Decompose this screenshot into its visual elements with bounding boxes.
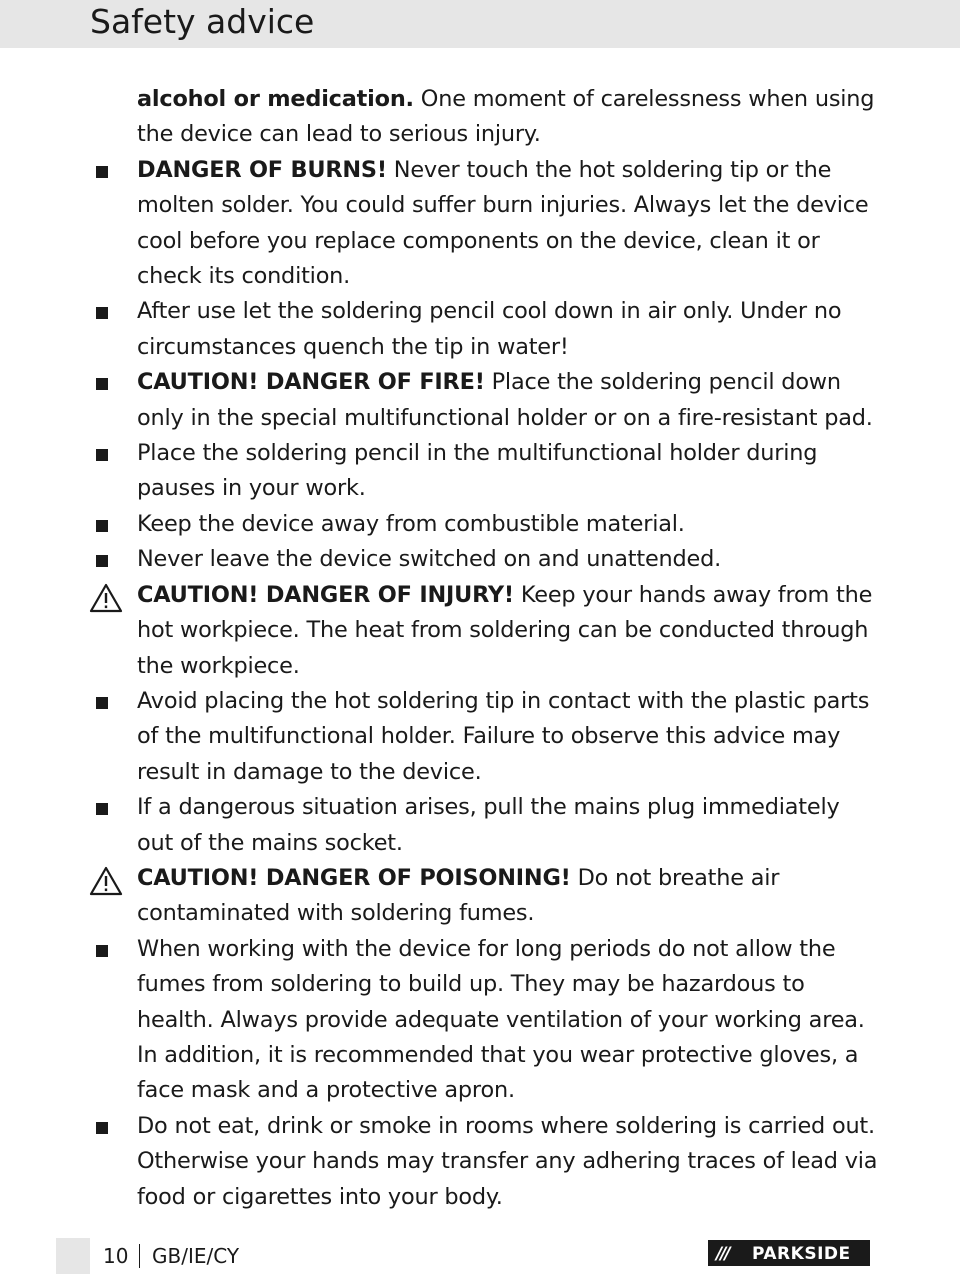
item-text: Do not breathe air contaminated with soldering fumes. (137, 864, 780, 927)
list-item (0, 365, 960, 436)
list-item (0, 153, 960, 295)
item-text: Avoid placing the hot soldering tip in contact with the plastic parts of the multifunctional holder. Failure to observe this advice may result in damage to the device. (137, 687, 870, 785)
bullet-icon (96, 166, 108, 178)
page-title: Safety advice (90, 2, 315, 41)
list-item (0, 1109, 960, 1215)
bullet-icon (96, 307, 108, 319)
footer-divider (139, 1244, 140, 1268)
list-item (0, 294, 960, 365)
item-highlight: CAUTION! DANGER OF FIRE! (137, 369, 485, 396)
item-text: When working with the device for long periods do not allow the fumes from soldering to build up. They may be hazardous to health. Always provide adequate ventilation of your working area. In addition, it is recommended that you wear protective gloves, a face mask and a protective apron. (137, 935, 865, 1104)
list-item (0, 507, 960, 542)
item-highlight: CAUTION! DANGER OF INJURY! (137, 581, 514, 608)
warning-triangle-icon (89, 583, 123, 613)
warning-triangle-icon (89, 866, 123, 896)
list-item (0, 932, 960, 1109)
country-code: GB/IE/CY (152, 1244, 240, 1268)
list-item (0, 542, 960, 577)
logo-stripes: /// (716, 1244, 729, 1264)
bullet-icon (96, 945, 108, 957)
logo-text: PARKSIDE (752, 1244, 851, 1264)
item-text: If a dangerous situation arises, pull the mains plug immediately out of the mains socket. (137, 794, 840, 856)
bullet-icon (96, 1122, 108, 1134)
safety-advice-list (0, 82, 960, 1215)
item-highlight: alcohol or medication. (137, 86, 414, 112)
bullet-icon (96, 378, 108, 390)
list-item (0, 436, 960, 507)
bullet-icon (96, 697, 108, 709)
warning-item (0, 861, 960, 932)
bullet-icon (96, 520, 108, 532)
bullet-icon (96, 555, 108, 567)
item-text: Place the soldering pencil in the multifunctional holder during pauses in your work. (137, 440, 818, 502)
bullet-icon (96, 449, 108, 461)
item-text: Never leave the device switched on and unattended. (137, 546, 722, 573)
footer-tab (56, 1238, 90, 1274)
item-text: Keep the device away from combustible material. (137, 510, 685, 537)
item-highlight: DANGER OF BURNS! (137, 156, 387, 183)
item-text: Place the soldering pencil down only in the special multifunctional holder or on a fire-resistant pad. (137, 369, 873, 431)
list-item (0, 790, 960, 861)
parkside-logo (708, 1240, 870, 1266)
list-item (0, 82, 960, 153)
list-item (0, 684, 960, 790)
item-text: Do not eat, drink or smoke in rooms where soldering is carried out. Otherwise your hands may transfer any adhering traces of lead via food or cigarettes into your body. (137, 1112, 878, 1210)
item-text: After use let the soldering pencil cool down in air only. Under no circumstances quench the tip in water! (137, 298, 842, 360)
warning-item (0, 578, 960, 684)
item-text: Keep your hands away from the hot workpiece. The heat from soldering can be conducted through the workpiece. (137, 581, 873, 679)
item-text: One moment of carelessness when using the device can lead to serious injury. (137, 86, 875, 148)
item-highlight: CAUTION! DANGER OF POISONING! (137, 864, 571, 891)
page-number: 10 (103, 1244, 129, 1268)
item-text: Never touch the hot soldering tip or the molten solder. You could suffer burn injuries. Always let the device cool before you replace components on the device, clean it or check its condition. (137, 156, 869, 290)
bullet-icon (96, 803, 108, 815)
